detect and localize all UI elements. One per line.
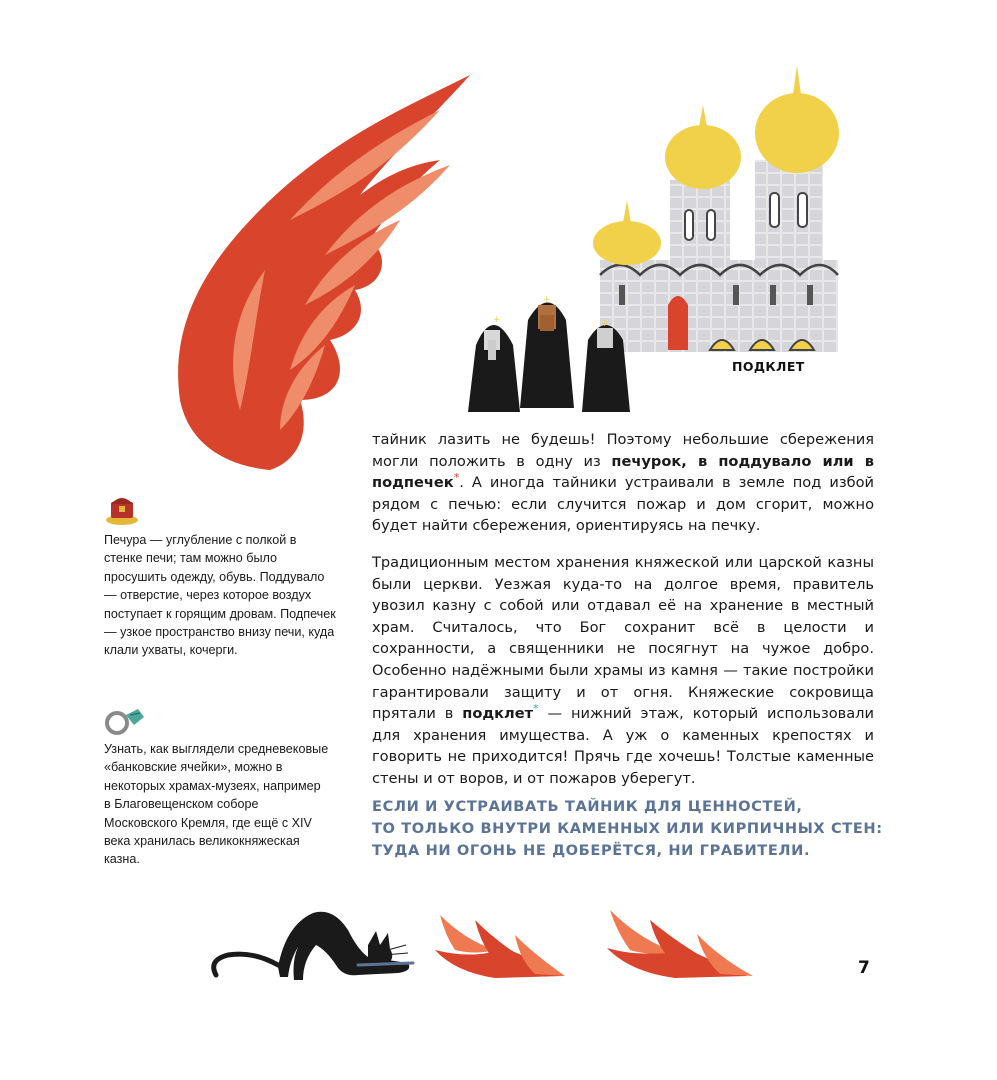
p1-text-b: . А иногда тайники устраивали в земле под избой рядом с печью: если случится пожар и дом сгорит, можно будет найти сбережения, ориентируясь на печку. <box>372 474 874 535</box>
svg-text:+: + <box>601 319 609 329</box>
main-paragraph-2 <box>372 552 874 790</box>
main-paragraph-1 <box>372 429 874 537</box>
small-flames-illustration <box>435 910 795 982</box>
flame-illustration <box>140 70 485 470</box>
highlighted-quote <box>372 796 892 862</box>
svg-text:+: + <box>493 315 501 325</box>
quote-line-3: ТУДА НИ ОГОНЬ НЕ ДОБЕРЁТСЯ, НИ ГРАБИТЕЛИ. <box>372 842 811 859</box>
p1-text-a: тайник лазить не будешь! Поэтому небольшие сбережения могли положить в одну из <box>372 431 874 470</box>
side-note-museum: Узнать, как выглядели средневековые «банковские ячейки», можно в некоторых храмах-музеях, например в Благовещенском соборе Московского Кремля, где ещё с XIV века хранилась великокняжеская казна. <box>104 742 329 867</box>
p2-text-b: — нижний этаж, который использовали для хранения имущества. А уж о каменных крепостях и говорить не приходится! Прячь где хочешь! Толстые каменные стены и от воров, и от пожаров уберегут. <box>372 705 874 787</box>
footnote-star-red: * <box>453 471 460 485</box>
p2-text-a: Традиционным местом хранения княжеской или царской казны были церкви. Уезжая куда-то на долгое время, правитель увозил казну с собой или отдавал её на хранение в местный храм. Считалось, что Бог сохранит всё в целости и сохранности, а священники не посягнут на чужое добро. Особенно надёжными были храмы из камня — такие постройки гарантировали защиту и от огня. Княжеские сокровища прятали в <box>372 554 874 723</box>
black-cat-illustration <box>208 905 423 985</box>
ring-icon <box>104 705 148 737</box>
treasure-chest-icon <box>104 490 140 526</box>
side-note-pechura: Печура — углубление с полкой в стенке печи; там можно было просушить одежду, обувь. Поддувало — отверстие, через которое воздух поступает к горящим дровам. Подпечек — узкое пространство внизу печи, куда клали ухваты, кочерги. <box>104 533 336 658</box>
quote-line-2: ТО ТОЛЬКО ВНУТРИ КАМЕННЫХ ИЛИ КИРПИЧНЫХ СТЕН: <box>372 820 883 837</box>
clergy-figures-illustration <box>458 290 633 415</box>
page-number: 7 <box>858 958 870 978</box>
p2-bold-term: подклет <box>462 705 534 723</box>
p1-bold-term: печурок, в поддувало или в подпечек <box>372 452 874 492</box>
footnote-star-teal: * <box>533 702 539 716</box>
quote-line-1: ЕСЛИ И УСТРАИВАТЬ ТАЙНИК ДЛЯ ЦЕННОСТЕЙ, <box>372 798 803 815</box>
podklet-label: ПОДКЛЕТ <box>732 359 805 374</box>
svg-text:+: + <box>543 295 551 305</box>
